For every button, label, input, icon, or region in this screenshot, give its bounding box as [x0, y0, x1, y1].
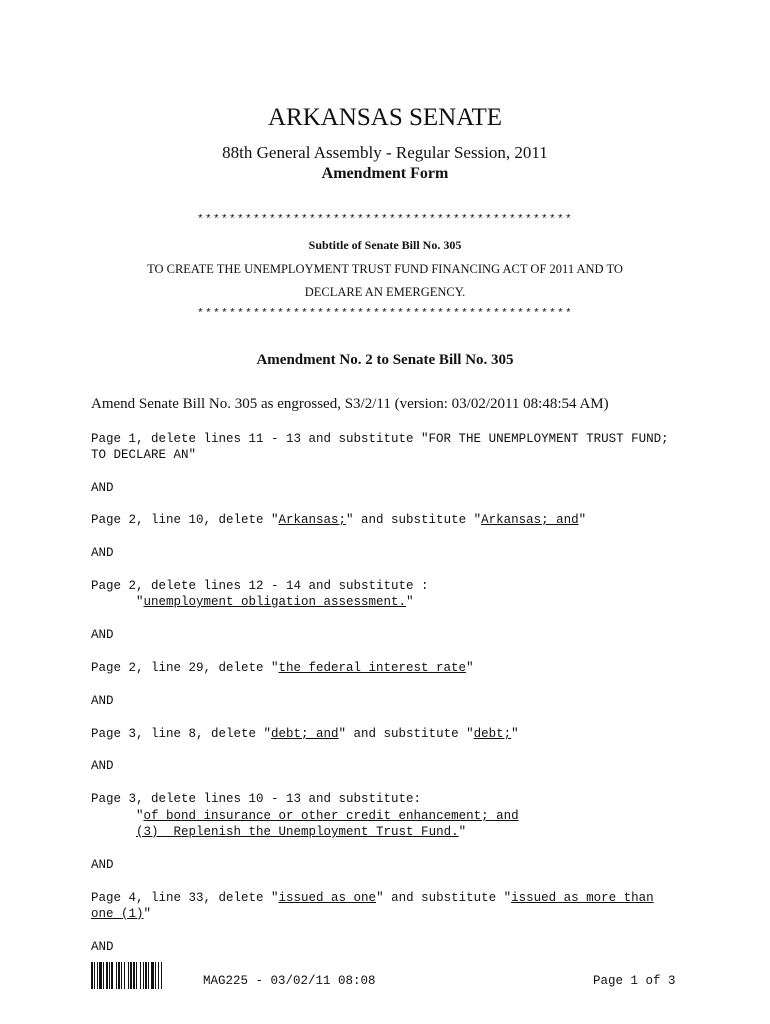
- item-3-line-2: [91, 594, 414, 610]
- item-5-pre: Page 3, line 8, delete ": [91, 727, 272, 741]
- session-line: 88th General Assembly - Regular Session, 2011: [222, 143, 548, 162]
- and-separator: AND: [91, 858, 114, 872]
- item-7-pre: Page 4, line 33, delete ": [91, 891, 279, 905]
- item-1-line-2: TO DECLARE AN": [91, 448, 197, 462]
- item-6-indent-2: [91, 825, 136, 839]
- and-separator: AND: [91, 759, 114, 773]
- star-divider-top: ***********************************************: [196, 214, 574, 226]
- item-4-deleted-text: the federal interest rate: [278, 661, 467, 675]
- item-2-pre: Page 2, line 10, delete ": [91, 513, 279, 527]
- and-separator: AND: [91, 481, 114, 495]
- item-3-substitute-text: unemployment obligation assessment.: [143, 595, 407, 609]
- item-7-line-2: [91, 906, 151, 922]
- item-2-deleted-text: Arkansas;: [278, 513, 347, 527]
- form-name: Amendment Form: [321, 165, 449, 182]
- document-title: ARKANSAS SENATE: [267, 104, 503, 131]
- subtitle-label: Subtitle of Senate Bill No. 305: [308, 238, 462, 252]
- item-6-line-2: [91, 808, 519, 824]
- subtitle-line-1: TO CREATE THE UNEMPLOYMENT TRUST FUND FINANCING ACT OF 2011 AND TO: [147, 262, 623, 276]
- and-separator: AND: [91, 694, 114, 708]
- item-4-pre: Page 2, line 29, delete ": [91, 661, 279, 675]
- item-2-mid: " and substitute ": [346, 513, 482, 527]
- amendment-intro: Amend Senate Bill No. 305 as engrossed, S3/2/11 (version: 03/02/2011 08:48:54 AM): [91, 396, 609, 412]
- subtitle-line-2: DECLARE AN EMERGENCY.: [304, 285, 466, 299]
- item-6-substitute-text-2: (3) Replenish the Unemployment Trust Fund.: [136, 825, 459, 839]
- star-divider-bottom: ***********************************************: [196, 308, 574, 320]
- item-7-substitute-text-1: issued as more than: [511, 891, 654, 905]
- item-2-post: ": [578, 513, 587, 527]
- and-separator: AND: [91, 546, 114, 560]
- item-5-line: [91, 726, 519, 742]
- item-6-post: ": [458, 825, 467, 839]
- item-5-post: ": [511, 727, 519, 741]
- item-2-line: [91, 512, 586, 528]
- item-5-substitute-text: debt;: [473, 727, 512, 741]
- item-5-mid: " and substitute ": [338, 727, 474, 741]
- item-7-post: ": [143, 907, 152, 921]
- footer-document-code: MAG225 - 03/02/11 08:08: [203, 974, 376, 988]
- item-7-substitute-text-2: one (1): [91, 907, 144, 921]
- amendment-title: Amendment No. 2 to Senate Bill No. 305: [256, 352, 514, 368]
- item-3-post: ": [406, 595, 414, 609]
- and-separator: AND: [91, 628, 114, 642]
- item-7-mid: " and substitute ": [376, 891, 512, 905]
- and-separator: AND: [91, 940, 114, 954]
- item-4-post: ": [466, 661, 474, 675]
- item-7-line-1: [91, 890, 654, 906]
- barcode-icon: [91, 962, 183, 989]
- item-6-substitute-text-1: of bond insurance or other credit enhancement; and: [143, 809, 519, 823]
- item-6-line-3: [91, 824, 466, 840]
- page-number: Page 1 of 3: [593, 974, 676, 988]
- item-1-line-1: Page 1, delete lines 11 - 13 and substitute "FOR THE UNEMPLOYMENT TRUST FUND;: [91, 432, 669, 446]
- item-6-indent-1: ": [91, 809, 144, 823]
- item-6-line-1: Page 3, delete lines 10 - 13 and substitute:: [91, 792, 422, 806]
- item-3-line-1: Page 2, delete lines 12 - 14 and substitute :: [91, 579, 429, 593]
- item-5-deleted-text: debt; and: [271, 727, 339, 741]
- item-3-indent: ": [91, 595, 144, 609]
- item-2-substitute-text: Arkansas; and: [481, 513, 579, 527]
- item-4-line: [91, 660, 474, 676]
- item-7-deleted-text: issued as one: [278, 891, 377, 905]
